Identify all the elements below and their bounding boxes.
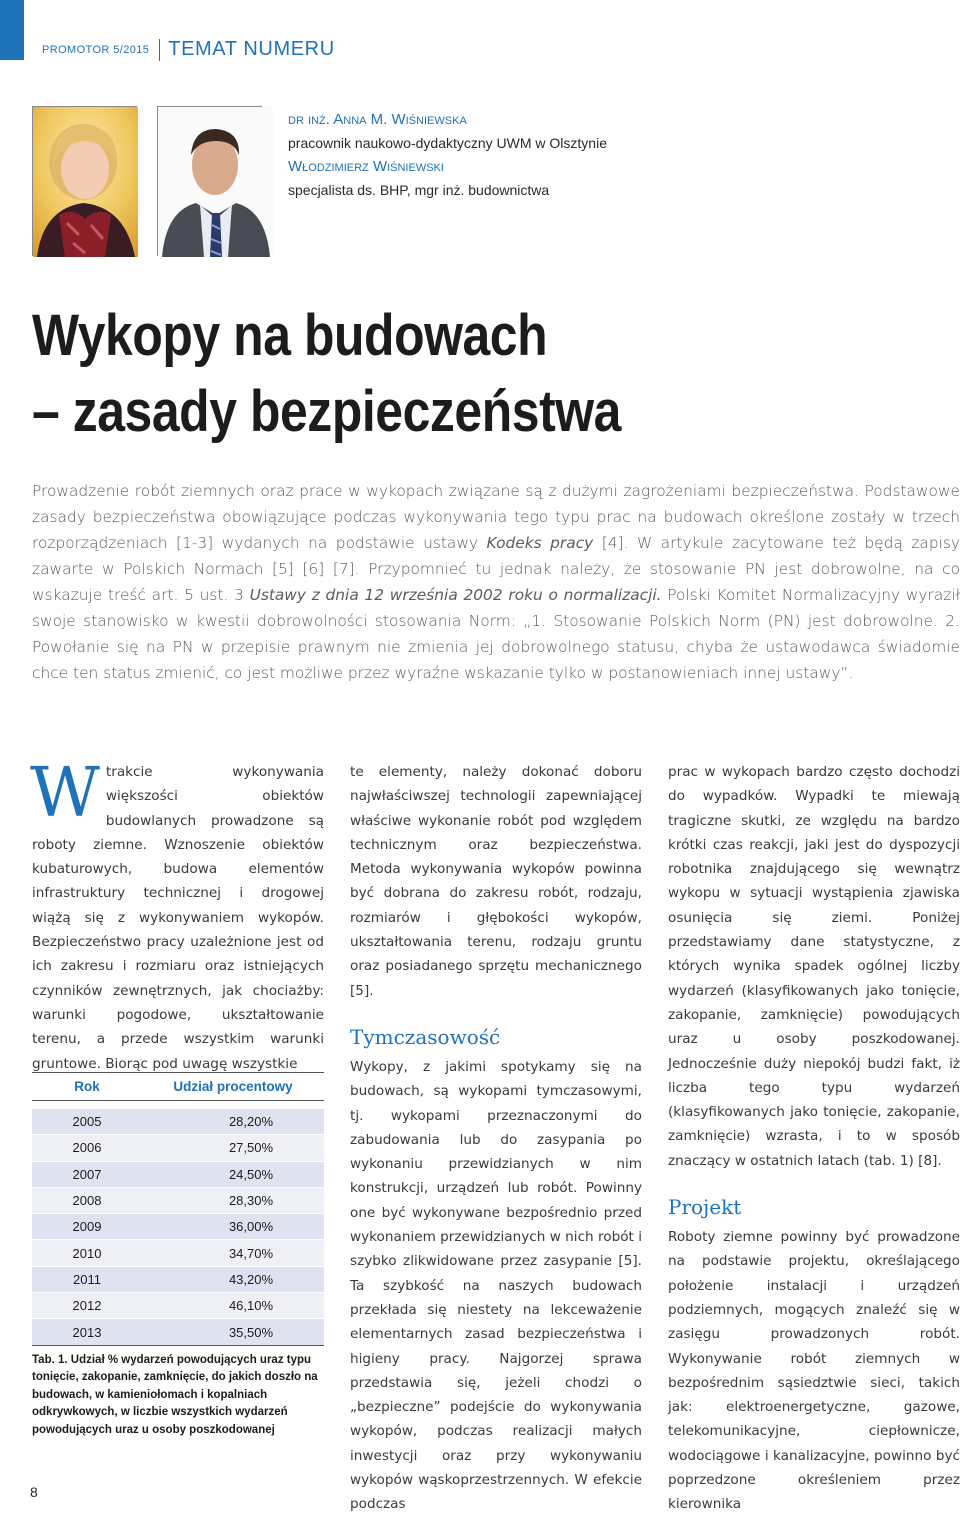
table-row — [32, 1214, 324, 1240]
lead-italic-2: Ustawy z dnia 12 września 2002 roku o normalizacji. — [249, 586, 662, 604]
accent-tab — [0, 0, 24, 60]
body-column-3 — [668, 760, 960, 1517]
column-3-paragraph-2: Roboty ziemne powinny być prowadzone na podstawie projektu, określającego położenie instalacji i urządzeń podziemnych, mogących znaleźć się w zasięgu prowadzonych robót. Wykonywanie robót ziemnych w bezpośrednim sąsiedztwie sieci, takich jak: elektroenergetyczne, gazowe, telekomunikacyjne, ciepłownicze, wodociągowe i kanalizacyjne, powinno być poprzedzone określeniem przez kierownika — [668, 1229, 960, 1513]
table-row — [32, 1161, 324, 1187]
table-row — [32, 1135, 324, 1161]
table-cell-year: 2009 — [32, 1214, 142, 1240]
column-3-paragraph-1: prac w wykopach bardzo często dochodzi do wypadków. Wypadki te miewają tragiczne skutki, ze względu na bardzo krótki czas reakcji, jaki jest do dyspozycji robotnika znajdującego się wewnątrz wykopu w sytuacji wystąpienia zjawiska osunięcia się ziemi. Poniżej przedstawiamy dane statystyczne, z których wynika spadek ogólnej liczby wydarzeń (klasyfikowanych jako tonięcie, zakopanie, zamknięcie) powodujących uraz u osoby poszkodowanej. Jednocześnie duży niepokój budzi fakt, iż liczba tego typu wydarzeń (klasyfikowanych jako tonięcie, zakopanie, zamknięcie) wzrasta, i to w sposób znaczący w ostatnich latach (tab. 1) [8]. — [668, 764, 960, 1169]
title-line-2: – zasady bezpieczeństwa — [32, 379, 621, 444]
table-cell-year: 2005 — [32, 1109, 142, 1135]
table-cell-share: 46,10% — [142, 1293, 324, 1319]
author-1-role: pracownik naukowo-dydaktyczny UWM w Olsztynie — [288, 135, 607, 151]
drop-cap: W — [30, 754, 100, 833]
column-2-paragraph-2: Wykopy, z jakimi spotykamy się na budowach, są wykopami tymczasowymi, tj. wykopami przeznaczonymi do zabudowania lub do zasypania po wykonaniu przewidzianych w nim konstrukcji, urządzeń lub robót. Powinny one być wykonywane bezpośrednio przed wykonaniem przewidzianych w nich robót i szybko zlikwidowane przez zasypanie [5]. Ta szybkość na naszych budowach przekłada się niestety na lekceważenie elementarnych zasad bezpieczeństwa i higieny pracy. Najgorzej sprawa przedstawia się, jeżeli chodzi o „bezpieczne” podejście do wykonywania wykopów, podczas realizacji małych inwestycji oraz przy wykonywaniu wykopów wąskoprzestrzennych. W efekcie podczas — [350, 1058, 642, 1513]
table-cell-share: 36,00% — [142, 1214, 324, 1240]
table-cell-year: 2012 — [32, 1293, 142, 1319]
issue-label: PROMOTOR 5/2015 — [42, 43, 150, 56]
article-title — [32, 298, 621, 450]
table-row — [32, 1240, 324, 1266]
table-cell-year: 2006 — [32, 1135, 142, 1161]
table-header-year: Rok — [32, 1073, 142, 1101]
table-row — [32, 1319, 324, 1345]
lead-text-3: Polski Komitet Normalizacyjny wyraził swoje stanowisko w kwestii dobrowolności stosowania Norm: „1. Stosowanie Polskich Norm (PN) jest dobrowolne. 2. Powołanie się na PN w przepisie prawnym nie zmienia jej dobrowolnego statusu, chyba że ustawodawca świadomie chce ten status zmienić, co jest możliwe przez wyraźne wskazanie tylko w postanowieniach innej ustawy”. — [32, 586, 960, 682]
section-title: TEMAT NUMERU — [168, 38, 335, 60]
table-row — [32, 1266, 324, 1292]
table-caption — [32, 1352, 324, 1440]
subheading-tymczasowosc: Tymczasowość — [350, 1024, 501, 1049]
table-row — [32, 1109, 324, 1135]
author-photo-2 — [157, 106, 262, 256]
table-cell-share: 35,50% — [142, 1319, 324, 1345]
author-block — [288, 108, 607, 202]
portrait-woman-image — [33, 107, 138, 257]
table-cell-share: 28,20% — [142, 1109, 324, 1135]
table-row — [32, 1187, 324, 1213]
table-caption-text: Udział % wydarzeń powodujących uraz typu tonięcie, zakopanie, zamknięcie, do jakich doszło na budowach, w kamieniołomach i kopalniach odkrywkowych, w liczbie wszystkich wydarzeń powodujących uraz u osoby poszkodowanej — [32, 1353, 318, 1436]
body-column-2 — [350, 760, 642, 1517]
subheading-projekt: Projekt — [668, 1195, 742, 1220]
table-cell-share: 34,70% — [142, 1240, 324, 1266]
running-header — [42, 38, 335, 61]
author-photo-1 — [32, 106, 137, 256]
table-cell-year: 2007 — [32, 1161, 142, 1187]
opening-paragraph — [30, 754, 324, 1076]
table-row — [32, 1293, 324, 1319]
table-cell-year: 2013 — [32, 1319, 142, 1345]
author-1-name: dr inż. Anna M. Wiśniewska — [288, 111, 467, 128]
column-1-text: trakcie wykonywania większości obiektów budowlanych prowadzone są roboty ziemne. Wznoszenie obiektów kubaturowych, budowa elementów infrastruktury technicznej i drogowej wiążą się z wykonywaniem wykopów. Bezpieczeństwo pracy uzależnione jest od ich zakresu i rozmiaru oraz istniejących czynników zewnętrznych, jak chociażby: warunki pogodowe, ukształtowanie terenu, a przede wszystkim warunki gruntowe. Biorąc pod uwagę wszystkie — [32, 764, 324, 1072]
lead-text-1: Prowadzenie robót ziemnych oraz prace w wykopach związane są z dużymi zagrożeniami bezpieczeństwa. Podstawowe zasady bezpieczeństwa obowiązujące podczas wykonywania tego typu prac na budowach określone zostały w trzech rozporządzeniach [1-3] wydanych na podstawie ustawy — [32, 482, 960, 552]
table-cell-share: 43,20% — [142, 1266, 324, 1292]
page-number: 8 — [30, 1484, 38, 1500]
table-cell-year: 2011 — [32, 1266, 142, 1292]
table-header-share: Udział procentowy — [142, 1073, 324, 1101]
table-caption-label: Tab. 1. — [32, 1353, 68, 1366]
body-column-1 — [30, 754, 324, 1076]
table-cell-share: 24,50% — [142, 1161, 324, 1187]
table-cell-year: 2010 — [32, 1240, 142, 1266]
table-cell-share: 28,30% — [142, 1187, 324, 1213]
portrait-man-image — [158, 107, 273, 257]
author-2-role: specjalista ds. BHP, mgr inż. budownictwa — [288, 182, 550, 198]
statistics-table — [32, 1072, 324, 1439]
author-2-name: Włodzimierz Wiśniewski — [288, 158, 444, 175]
lead-paragraph — [32, 478, 960, 686]
lead-text-2: [4]. W artykule zacytowane też będą zapisy zawarte w Polskich Normach [5] [6] [7]. Przypomnieć tu jednak należy, że stosowanie PN jest dobrowolne, na co wskazuje treść art. 5 ust. 3 — [32, 534, 960, 604]
column-2-paragraph-1: te elementy, należy dokonać doboru najwłaściwszej technologii zapewniającej właściwe wykonanie robót pod względem technicznym oraz bezpieczeństwa. Metoda wykonywania wykopów powinna być dobrana do zakresu robót, rodzaju, rozmiarów i głębokości wykopów, ukształtowania terenu, rodzaju gruntu oraz posiadanego sprzętu mechanicznego [5]. — [350, 764, 642, 999]
table-cell-share: 27,50% — [142, 1135, 324, 1161]
title-line-1: Wykopy na budowach — [32, 303, 548, 368]
header-divider — [159, 39, 160, 61]
table-cell-year: 2008 — [32, 1187, 142, 1213]
lead-italic-1: Kodeks pracy — [486, 534, 594, 552]
